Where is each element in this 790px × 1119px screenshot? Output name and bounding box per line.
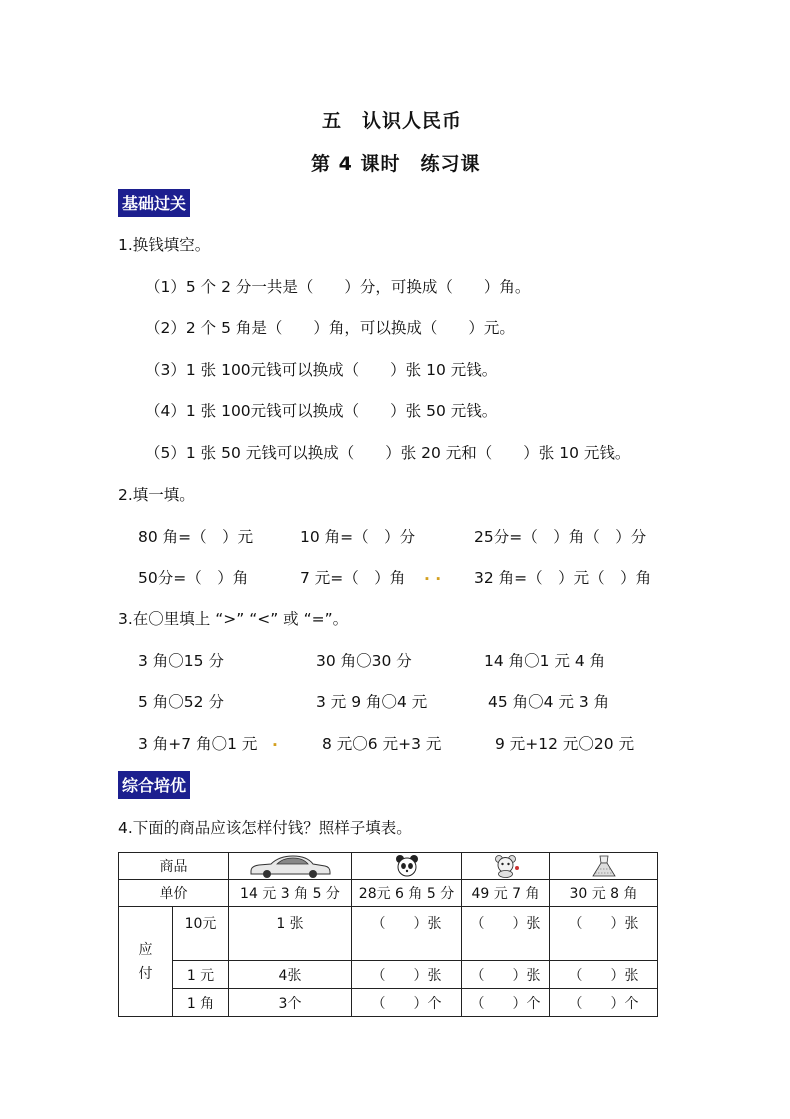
q3-r3-c2: 8 元〇6 元+3 元 <box>322 735 442 753</box>
panda-icon <box>394 854 420 878</box>
section-badge-basic: 基础过关 <box>118 189 190 217</box>
price-label: 单价 <box>119 880 229 907</box>
q3-r3-c3: 9 元+12 元〇20 元 <box>495 735 635 753</box>
q2-r2-c3: 32 角=（ ）元（ ）角 <box>474 569 652 587</box>
pay-1jiao-dress: （ ）个 <box>550 989 658 1017</box>
q1-title: 1.换钱填空。 <box>118 236 211 254</box>
q2-dots: . . <box>424 566 442 584</box>
q1-item-2: （2）2 个 5 角是（ ）角，可以换成（ ）元。 <box>145 319 515 337</box>
goods-label: 商品 <box>119 853 229 880</box>
toy-car-icon <box>247 854 333 878</box>
pay-10yuan-bear: （ ）张 <box>462 907 550 961</box>
q3-title: 3.在〇里填上 “>” “<” 或 “=”。 <box>118 610 349 628</box>
q1-item-4: （4）1 张 100元钱可以换成（ ）张 50 元钱。 <box>145 402 498 420</box>
q3-dot: . <box>272 732 278 750</box>
pay-1jiao-bear: （ ）个 <box>462 989 550 1017</box>
q3-r2-c2: 3 元 9 角〇4 元 <box>316 693 428 711</box>
denomination-1yuan: 1 元 <box>173 961 229 989</box>
q3-r2-c3: 45 角〇4 元 3 角 <box>488 693 610 711</box>
q3-r3-c1: 3 角+7 角〇1 元 <box>138 735 258 753</box>
price-bear: 49 元 7 角 <box>462 880 550 907</box>
denomination-10yuan: 10元 <box>173 907 229 961</box>
goods-payment-table <box>118 852 658 1017</box>
price-row <box>119 880 658 907</box>
pay-label-1: 应 <box>138 941 153 958</box>
bear-doll-icon <box>491 854 521 878</box>
q3-r1-c1: 3 角〇15 分 <box>138 652 224 670</box>
pay-1jiao-car: 3个 <box>229 989 352 1017</box>
q3-r1-c2: 30 角〇30 分 <box>316 652 412 670</box>
goods-cell-bear <box>462 853 550 880</box>
q3-r1-c3: 14 角〇1 元 4 角 <box>484 652 606 670</box>
pay-1yuan-dress: （ ）张 <box>550 961 658 989</box>
goods-row <box>119 853 658 880</box>
section-badge-advanced: 综合培优 <box>118 771 190 799</box>
q1-item-3: （3）1 张 100元钱可以换成（ ）张 10 元钱。 <box>145 361 498 379</box>
pay-label-2: 付 <box>138 965 153 982</box>
q2-r2-c2: 7 元=（ ）角 <box>300 569 406 587</box>
lesson-title: 第 4 课时 练习课 <box>311 153 481 175</box>
pay-10yuan-panda: （ ）张 <box>352 907 462 961</box>
pay-1jiao-panda: （ ）个 <box>352 989 462 1017</box>
dress-icon <box>591 854 617 878</box>
pay-row-1jiao <box>119 989 658 1017</box>
goods-cell-panda <box>352 853 462 880</box>
goods-cell-dress <box>550 853 658 880</box>
q4-title: 4.下面的商品应该怎样付钱？照样子填表。 <box>118 819 412 837</box>
q2-r1-c3: 25分=（ ）角（ ）分 <box>474 528 647 546</box>
pay-10yuan-car: 1 张 <box>229 907 352 961</box>
pay-row-10yuan <box>119 907 658 961</box>
q1-item-5: （5）1 张 50 元钱可以换成（ ）张 20 元和（ ）张 10 元钱。 <box>145 444 631 462</box>
denomination-1jiao: 1 角 <box>173 989 229 1017</box>
q2-r1-c2: 10 角=（ ）分 <box>300 528 416 546</box>
q2-r1-c1: 80 角=（ ）元 <box>138 528 254 546</box>
pay-row-1yuan <box>119 961 658 989</box>
q2-title: 2.填一填。 <box>118 486 195 504</box>
q1-item-1: （1）5 个 2 分一共是（ ）分，可换成（ ）角。 <box>145 278 531 296</box>
pay-label <box>119 907 173 1017</box>
pay-1yuan-panda: （ ）张 <box>352 961 462 989</box>
q2-r2-c1: 50分=（ ）角 <box>138 569 249 587</box>
price-dress: 30 元 8 角 <box>550 880 658 907</box>
price-car: 14 元 3 角 5 分 <box>229 880 352 907</box>
pay-10yuan-dress: （ ）张 <box>550 907 658 961</box>
goods-cell-car <box>229 853 352 880</box>
unit-title: 五 认识人民币 <box>322 110 463 132</box>
price-panda: 28元 6 角 5 分 <box>352 880 462 907</box>
pay-1yuan-car: 4张 <box>229 961 352 989</box>
pay-1yuan-bear: （ ）张 <box>462 961 550 989</box>
q3-r2-c1: 5 角〇52 分 <box>138 693 224 711</box>
